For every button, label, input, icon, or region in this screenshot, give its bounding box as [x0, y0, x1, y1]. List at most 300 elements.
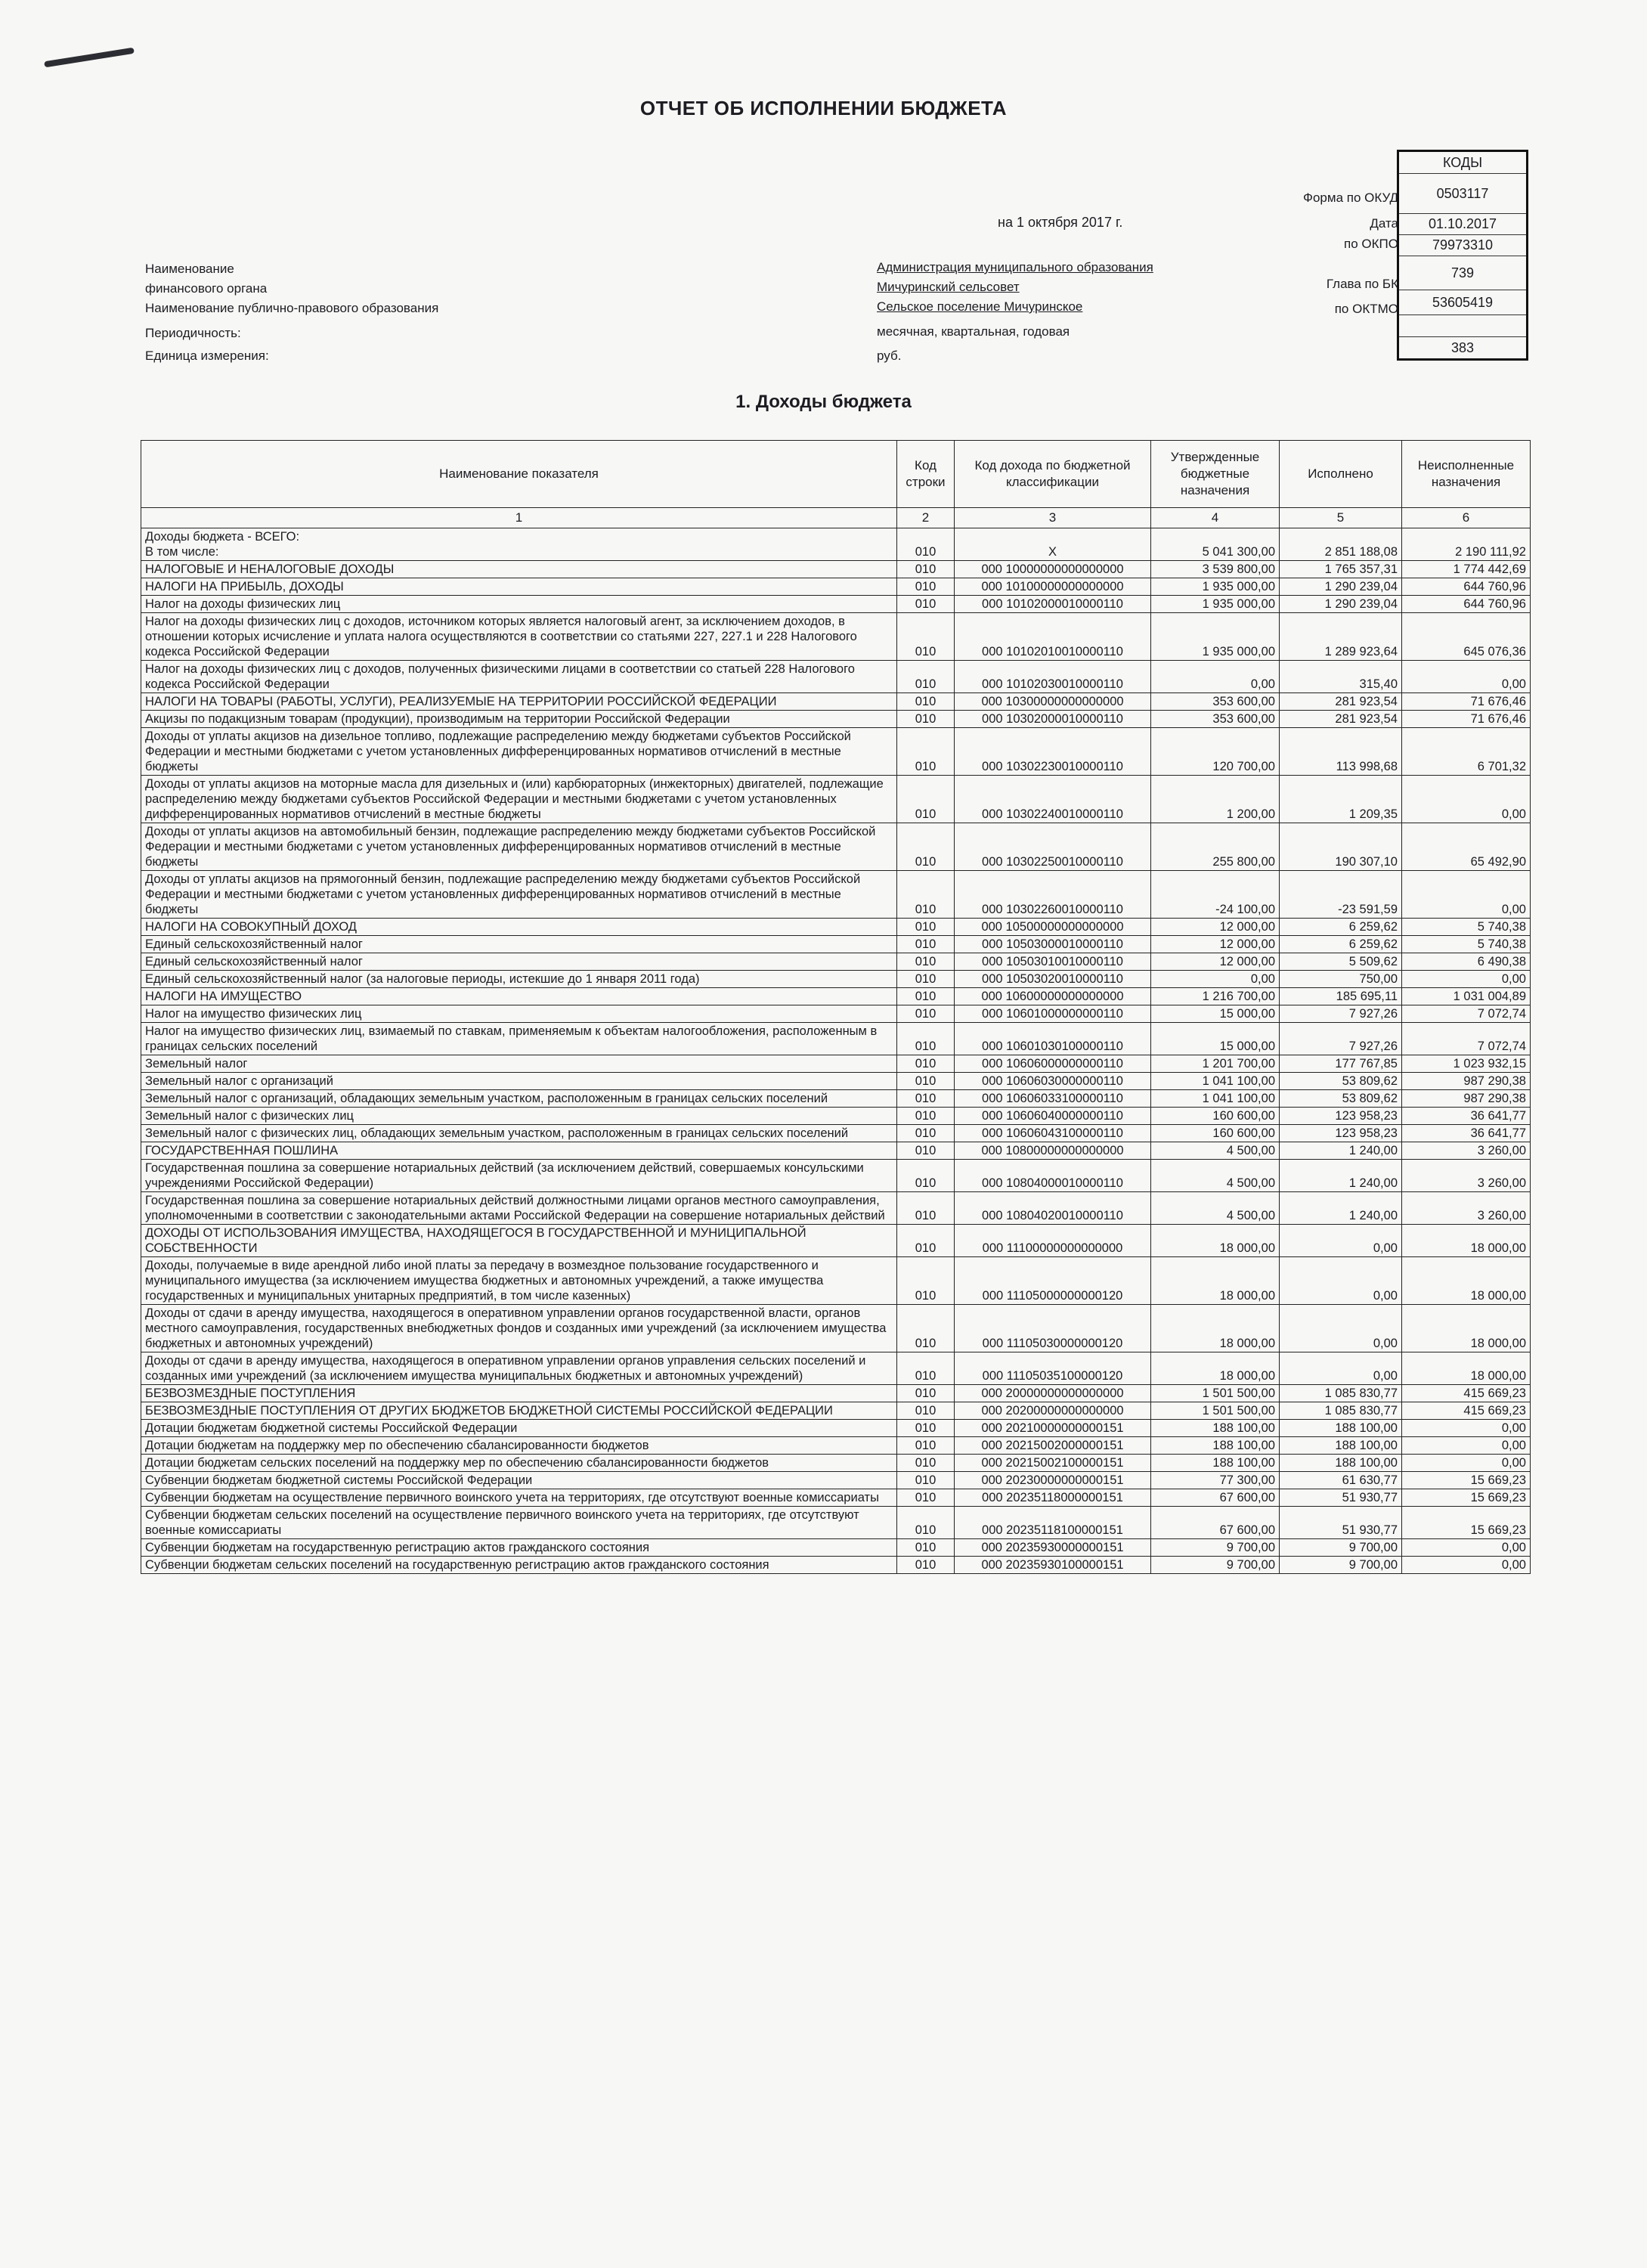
row-income-code: 000 10804000010000110 [955, 1160, 1151, 1192]
row-name [141, 661, 897, 693]
row-line-code: 010 [897, 953, 955, 971]
row-name [141, 1489, 897, 1507]
row-executed: 1 085 830,77 [1280, 1385, 1402, 1402]
table-row [141, 728, 1531, 776]
table-row [141, 1402, 1531, 1420]
row-executed: 9 700,00 [1280, 1539, 1402, 1557]
row-line-code: 010 [897, 1108, 955, 1125]
row-name-text: Доходы от уплаты акцизов на автомобильный бензин, подлежащие распределению между бюджетами субъектов Российской Федерации и местными бюджетами с учетом установленных дифференцированных нормативов отчислений в местные бюджеты [145, 825, 876, 869]
row-executed: 1 289 923,64 [1280, 613, 1402, 661]
header-name: Наименование показателя [141, 441, 897, 508]
header-income-code: Код дохода по бюджетной классификации [955, 441, 1151, 508]
row-line-code: 010 [897, 1402, 955, 1420]
table-row [141, 613, 1531, 661]
row-name-text: Налог на доходы физических лиц [145, 597, 341, 611]
table-row [141, 1539, 1531, 1557]
row-name-text: Налог на доходы физических лиц с доходов, полученных физическими лицами в соответствии со статьей 228 Налогового кодекса Российской Федерации [145, 662, 855, 691]
row-unexecuted: 7 072,74 [1402, 1023, 1531, 1055]
row-unexecuted: 415 669,23 [1402, 1402, 1531, 1420]
row-line-code: 010 [897, 1005, 955, 1023]
row-line-code: 010 [897, 1090, 955, 1108]
row-approved: 18 000,00 [1151, 1225, 1280, 1257]
row-approved: 77 300,00 [1151, 1472, 1280, 1489]
row-income-code: 000 10503020010000110 [955, 971, 1151, 988]
table-row [141, 1225, 1531, 1257]
row-line-code: 010 [897, 1352, 955, 1385]
row-approved: 67 600,00 [1151, 1507, 1280, 1539]
row-line-code: 010 [897, 1142, 955, 1160]
column-number: 3 [955, 508, 1151, 528]
row-unexecuted: 15 669,23 [1402, 1472, 1531, 1489]
row-line-code: 010 [897, 693, 955, 711]
row-unexecuted: 3 260,00 [1402, 1160, 1531, 1192]
periodicity-value: месячная, квартальная, годовая [877, 324, 1070, 339]
row-line-code: 010 [897, 1073, 955, 1090]
row-executed: 1 290 239,04 [1280, 596, 1402, 613]
row-approved: 4 500,00 [1151, 1192, 1280, 1225]
row-unexecuted: 6 490,38 [1402, 953, 1531, 971]
row-unexecuted: 0,00 [1402, 776, 1531, 823]
row-approved: 12 000,00 [1151, 936, 1280, 953]
row-name-text: НАЛОГОВЫЕ И НЕНАЛОГОВЫЕ ДОХОДЫ [145, 562, 395, 576]
row-executed: 185 695,11 [1280, 988, 1402, 1005]
header-unexecuted: Неисполненные назначения [1402, 441, 1531, 508]
row-line-code: 010 [897, 1455, 955, 1472]
table-row [141, 1507, 1531, 1539]
row-name-text: Земельный налог с физических лиц [145, 1109, 354, 1123]
row-unexecuted: 1 031 004,89 [1402, 988, 1531, 1005]
row-unexecuted: 15 669,23 [1402, 1489, 1531, 1507]
row-executed: 1 290 239,04 [1280, 578, 1402, 596]
row-approved: 5 041 300,00 [1151, 528, 1280, 561]
row-name [141, 971, 897, 988]
row-approved: 15 000,00 [1151, 1005, 1280, 1023]
row-unexecuted: 18 000,00 [1402, 1257, 1531, 1305]
row-name-text: Доходы от уплаты акцизов на дизельное топливо, подлежащие распределению между бюджетами субъектов Российской Федерации и местными бюджетами с учетом установленных дифференцированных нормативов отчислений в местные бюджеты [145, 730, 851, 773]
label-public-entity: Наименование публично-правового образования [145, 301, 439, 315]
row-executed: 1 765 357,31 [1280, 561, 1402, 578]
row-income-code: 000 10503000010000110 [955, 936, 1151, 953]
table-row [141, 1142, 1531, 1160]
row-approved: 188 100,00 [1151, 1420, 1280, 1437]
row-line-code: 010 [897, 988, 955, 1005]
row-name [141, 1005, 897, 1023]
report-title: ОТЧЕТ ОБ ИСПОЛНЕНИИ БЮДЖЕТА [639, 97, 1008, 119]
row-income-code: 000 10606040000000110 [955, 1108, 1151, 1125]
header-line-code: Код строки [897, 441, 955, 508]
row-approved: 67 600,00 [1151, 1489, 1280, 1507]
row-name [141, 1225, 897, 1257]
row-unexecuted: 65 492,90 [1402, 823, 1531, 871]
row-income-code: 000 10302000010000110 [955, 711, 1151, 728]
row-name-text: Субвенции бюджетам на осуществление первичного воинского учета на территориях, где отсутствуют военные комиссариаты [145, 1491, 879, 1504]
row-income-code: 000 10804020010000110 [955, 1192, 1151, 1225]
row-name [141, 1352, 897, 1385]
row-approved: 15 000,00 [1151, 1023, 1280, 1055]
row-line-code: 010 [897, 1023, 955, 1055]
header-approved: Утвержденные бюджетные назначения [1151, 441, 1280, 508]
row-unexecuted: 1 774 442,69 [1402, 561, 1531, 578]
row-approved: 18 000,00 [1151, 1257, 1280, 1305]
row-name [141, 1125, 897, 1142]
row-name [141, 1257, 897, 1305]
row-name [141, 871, 897, 919]
table-row [141, 1557, 1531, 1574]
table-row [141, 1055, 1531, 1073]
row-name-text: ГОСУДАРСТВЕННАЯ ПОШЛИНА [145, 1144, 339, 1157]
table-row [141, 711, 1531, 728]
row-name [141, 1437, 897, 1455]
row-income-code: 000 10503010010000110 [955, 953, 1151, 971]
row-executed: 6 259,62 [1280, 919, 1402, 936]
label-finance-body: финансового органа [145, 281, 268, 296]
row-income-code: 000 10500000000000000 [955, 919, 1151, 936]
table-row [141, 871, 1531, 919]
table-row [141, 1125, 1531, 1142]
row-approved: 12 000,00 [1151, 919, 1280, 936]
row-executed: 188 100,00 [1280, 1420, 1402, 1437]
bk-label: Глава по БК [1326, 277, 1398, 291]
row-income-code: 000 10601030100000110 [955, 1023, 1151, 1055]
table-row [141, 1160, 1531, 1192]
row-executed: 61 630,77 [1280, 1472, 1402, 1489]
row-approved: 18 000,00 [1151, 1305, 1280, 1352]
table-row [141, 1192, 1531, 1225]
row-name-text: ДОХОДЫ ОТ ИСПОЛЬЗОВАНИЯ ИМУЩЕСТВА, НАХОДЯЩЕГОСЯ В ГОСУДАРСТВЕННОЙ И МУНИЦИПАЛЬНОЙ СОБСТВЕННОСТИ [145, 1226, 806, 1255]
row-unexecuted: 0,00 [1402, 1557, 1531, 1574]
row-name-text: Земельный налог с физических лиц, обладающих земельным участком, расположенным в границах сельских поселений [145, 1126, 849, 1140]
row-income-code: 000 10800000000000000 [955, 1142, 1151, 1160]
row-executed: 1 209,35 [1280, 776, 1402, 823]
row-line-code: 010 [897, 1507, 955, 1539]
section-title: 1. Доходы бюджета [735, 392, 912, 412]
row-approved: -24 100,00 [1151, 871, 1280, 919]
income-table [141, 440, 1531, 1574]
okpo-label: по ОКПО [1344, 237, 1398, 251]
row-name-text: Доходы от уплаты акцизов на прямогонный бензин, подлежащие распределению между бюджетами субъектов Российской Федерации и местными бюджетами с учетом установленных дифференцированных нормативов отчислений в местные бюджеты [145, 872, 861, 916]
row-line-code: 010 [897, 823, 955, 871]
row-income-code: 000 20210000000000151 [955, 1420, 1151, 1437]
row-executed: 53 809,62 [1280, 1090, 1402, 1108]
row-line-code: 010 [897, 613, 955, 661]
row-name [141, 528, 897, 561]
row-name [141, 1160, 897, 1192]
table-row [141, 1073, 1531, 1090]
row-executed: 53 809,62 [1280, 1073, 1402, 1090]
row-line-code: 010 [897, 971, 955, 988]
row-executed: 1 240,00 [1280, 1192, 1402, 1225]
table-row [141, 1090, 1531, 1108]
row-unexecuted: 1 023 932,15 [1402, 1055, 1531, 1073]
row-income-code: 000 20215002100000151 [955, 1455, 1151, 1472]
table-row [141, 823, 1531, 871]
row-approved: 1 935 000,00 [1151, 596, 1280, 613]
row-executed: 750,00 [1280, 971, 1402, 988]
row-executed: 190 307,10 [1280, 823, 1402, 871]
unit-code: 383 [1399, 336, 1526, 358]
row-approved: 1 201 700,00 [1151, 1055, 1280, 1073]
row-executed: 0,00 [1280, 1225, 1402, 1257]
column-number: 4 [1151, 508, 1280, 528]
row-executed: 1 240,00 [1280, 1160, 1402, 1192]
row-unexecuted: 987 290,38 [1402, 1090, 1531, 1108]
row-line-code: 010 [897, 1557, 955, 1574]
table-row [141, 578, 1531, 596]
row-approved: 160 600,00 [1151, 1108, 1280, 1125]
row-line-code: 010 [897, 1489, 955, 1507]
column-number: 6 [1402, 508, 1531, 528]
row-name [141, 1108, 897, 1125]
row-unexecuted: 2 190 111,92 [1402, 528, 1531, 561]
row-name-text: Доходы от сдачи в аренду имущества, находящегося в оперативном управлении органов государственной власти, органов местного самоуправления, государственных внебюджетных фондов и созданных ими учреждений (за исключением имущества бюджетных и автономных учреждений) [145, 1306, 887, 1350]
row-name [141, 578, 897, 596]
bk-code: 739 [1399, 256, 1526, 290]
row-line-code: 010 [897, 1385, 955, 1402]
row-executed: 0,00 [1280, 1352, 1402, 1385]
row-approved: 160 600,00 [1151, 1125, 1280, 1142]
row-unexecuted: 5 740,38 [1402, 919, 1531, 936]
table-row [141, 1352, 1531, 1385]
row-income-code: 000 10102030010000110 [955, 661, 1151, 693]
row-executed: 281 923,54 [1280, 693, 1402, 711]
row-name-text: Единый сельскохозяйственный налог [145, 937, 363, 951]
row-income-code: 000 11100000000000000 [955, 1225, 1151, 1257]
row-approved: 353 600,00 [1151, 693, 1280, 711]
row-executed: 5 509,62 [1280, 953, 1402, 971]
table-header-row [141, 441, 1531, 508]
row-approved: 12 000,00 [1151, 953, 1280, 971]
row-name [141, 953, 897, 971]
row-approved: 1 935 000,00 [1151, 613, 1280, 661]
date-code: 01.10.2017 [1399, 213, 1526, 234]
okud-label: Форма по ОКУД [1303, 191, 1398, 205]
row-approved: 1 041 100,00 [1151, 1073, 1280, 1090]
row-unexecuted: 7 072,74 [1402, 1005, 1531, 1023]
row-line-code: 010 [897, 728, 955, 776]
row-income-code: 000 10302260010000110 [955, 871, 1151, 919]
row-unexecuted: 18 000,00 [1402, 1305, 1531, 1352]
row-name [141, 1557, 897, 1574]
oktmo-code: 53605419 [1399, 290, 1526, 314]
row-name-text: Субвенции бюджетам на государственную регистрацию актов гражданского состояния [145, 1541, 650, 1554]
row-income-code: 000 10606030000000110 [955, 1073, 1151, 1090]
row-executed: -23 591,59 [1280, 871, 1402, 919]
row-income-code: 000 10606000000000110 [955, 1055, 1151, 1073]
row-line-code: 010 [897, 776, 955, 823]
row-line-code: 010 [897, 1539, 955, 1557]
row-unexecuted: 0,00 [1402, 1437, 1531, 1455]
table-row [141, 971, 1531, 988]
row-executed: 51 930,77 [1280, 1507, 1402, 1539]
row-executed: 188 100,00 [1280, 1437, 1402, 1455]
row-name [141, 1455, 897, 1472]
row-approved: 4 500,00 [1151, 1142, 1280, 1160]
okpo-code: 79973310 [1399, 234, 1526, 256]
row-name [141, 776, 897, 823]
column-number: 5 [1280, 508, 1402, 528]
row-approved: 9 700,00 [1151, 1557, 1280, 1574]
row-unexecuted: 71 676,46 [1402, 693, 1531, 711]
table-row [141, 1108, 1531, 1125]
row-income-code: 000 11105035100000120 [955, 1352, 1151, 1385]
row-name-text: Налог на имущество физических лиц, взимаемый по ставкам, применяемым к объектам налогообложения, расположенным в границах сельских поселений [145, 1024, 878, 1053]
row-approved: 18 000,00 [1151, 1352, 1280, 1385]
row-income-code: 000 10600000000000000 [955, 988, 1151, 1005]
row-name [141, 936, 897, 953]
table-row [141, 693, 1531, 711]
row-income-code: 000 20235118000000151 [955, 1489, 1151, 1507]
row-line-code: 010 [897, 1055, 955, 1073]
table-row [141, 1455, 1531, 1472]
row-executed: 1 085 830,77 [1280, 1402, 1402, 1420]
row-unexecuted: 6 701,32 [1402, 728, 1531, 776]
row-name [141, 1305, 897, 1352]
row-executed: 177 767,85 [1280, 1055, 1402, 1073]
row-unexecuted: 18 000,00 [1402, 1352, 1531, 1385]
row-executed: 2 851 188,08 [1280, 528, 1402, 561]
row-unexecuted: 644 760,96 [1402, 596, 1531, 613]
row-executed: 51 930,77 [1280, 1489, 1402, 1507]
row-line-code: 010 [897, 1437, 955, 1455]
row-unexecuted: 0,00 [1402, 1455, 1531, 1472]
row-name [141, 693, 897, 711]
column-number-row [141, 508, 1531, 528]
row-approved: 0,00 [1151, 971, 1280, 988]
label-unit: Единица измерения: [145, 349, 269, 363]
row-income-code: 000 10302240010000110 [955, 776, 1151, 823]
row-name-text: Субвенции бюджетам сельских поселений на государственную регистрацию актов гражданского состояния [145, 1558, 769, 1572]
row-executed: 113 998,68 [1280, 728, 1402, 776]
row-unexecuted: 0,00 [1402, 1539, 1531, 1557]
table-row [141, 919, 1531, 936]
row-line-code: 010 [897, 919, 955, 936]
row-line-code: 010 [897, 661, 955, 693]
row-line-code: 010 [897, 578, 955, 596]
row-name [141, 711, 897, 728]
row-name-subtext: В том числе: [145, 545, 219, 559]
okud-code: 0503117 [1399, 173, 1526, 213]
row-name-text: Дотации бюджетам на поддержку мер по обеспечению сбалансированности бюджетов [145, 1439, 649, 1452]
row-unexecuted: 415 669,23 [1402, 1385, 1531, 1402]
label-periodicity: Периодичность: [145, 326, 241, 340]
row-approved: 188 100,00 [1151, 1455, 1280, 1472]
row-executed: 9 700,00 [1280, 1557, 1402, 1574]
table-row [141, 936, 1531, 953]
row-executed: 7 927,26 [1280, 1005, 1402, 1023]
row-unexecuted: 645 076,36 [1402, 613, 1531, 661]
row-income-code: 000 10302230010000110 [955, 728, 1151, 776]
row-name-text: НАЛОГИ НА ПРИБЫЛЬ, ДОХОДЫ [145, 580, 344, 593]
row-name [141, 988, 897, 1005]
row-income-code: 000 10601000000000110 [955, 1005, 1151, 1023]
row-name [141, 1090, 897, 1108]
table-row [141, 1305, 1531, 1352]
row-name-text: НАЛОГИ НА ИМУЩЕСТВО [145, 990, 302, 1003]
row-income-code: 000 10606043100000110 [955, 1125, 1151, 1142]
table-row [141, 1420, 1531, 1437]
row-name-text: НАЛОГИ НА СОВОКУПНЫЙ ДОХОД [145, 920, 357, 934]
row-income-code: 000 11105000000000120 [955, 1257, 1151, 1305]
row-unexecuted: 71 676,46 [1402, 711, 1531, 728]
row-approved: 188 100,00 [1151, 1437, 1280, 1455]
row-name [141, 613, 897, 661]
row-approved: 353 600,00 [1151, 711, 1280, 728]
row-name-text: Единый сельскохозяйственный налог (за налоговые периоды, истекшие до 1 января 2011 года) [145, 972, 700, 986]
row-unexecuted: 3 260,00 [1402, 1192, 1531, 1225]
row-income-code: 000 10102000010000110 [955, 596, 1151, 613]
row-line-code: 010 [897, 936, 955, 953]
row-name [141, 1055, 897, 1073]
row-income-code: 000 10100000000000000 [955, 578, 1151, 596]
table-row [141, 988, 1531, 1005]
row-name [141, 919, 897, 936]
row-line-code: 010 [897, 1192, 955, 1225]
row-unexecuted: 36 641,77 [1402, 1125, 1531, 1142]
row-unexecuted: 0,00 [1402, 1420, 1531, 1437]
row-income-code: 000 10000000000000000 [955, 561, 1151, 578]
row-line-code: 010 [897, 1472, 955, 1489]
blank-code [1399, 314, 1526, 336]
row-name-text: Единый сельскохозяйственный налог [145, 955, 363, 968]
row-income-code: 000 20000000000000000 [955, 1385, 1151, 1402]
row-unexecuted: 0,00 [1402, 871, 1531, 919]
row-name-text: Налог на доходы физических лиц с доходов, источником которых является налоговый агент, за исключением доходов, в отношении которых исчисление и уплата налога осуществляются в соответствии со статьями 227, 227.1 и 228 Налогового кодекса Российской Федерации [145, 615, 857, 658]
column-number: 2 [897, 508, 955, 528]
label-name: Наименование [145, 262, 234, 276]
table-row [141, 596, 1531, 613]
table-body [141, 528, 1531, 1574]
row-executed: 0,00 [1280, 1305, 1402, 1352]
row-approved: 1 935 000,00 [1151, 578, 1280, 596]
row-name-text: Акцизы по подакцизным товарам (продукции), производимым на территории Российской Федерации [145, 712, 730, 726]
date-label: Дата [1370, 216, 1398, 231]
row-name [141, 1507, 897, 1539]
row-line-code: 010 [897, 561, 955, 578]
table-row [141, 1005, 1531, 1023]
row-income-code: 000 20230000000000151 [955, 1472, 1151, 1489]
public-entity-value: Сельское поселение Мичуринское [877, 299, 1083, 314]
row-name [141, 728, 897, 776]
row-executed: 1 240,00 [1280, 1142, 1402, 1160]
row-unexecuted: 644 760,96 [1402, 578, 1531, 596]
row-line-code: 010 [897, 1257, 955, 1305]
row-line-code: 010 [897, 871, 955, 919]
row-income-code: 000 11105030000000120 [955, 1305, 1151, 1352]
row-name [141, 1402, 897, 1420]
row-unexecuted: 0,00 [1402, 971, 1531, 988]
row-unexecuted: 0,00 [1402, 661, 1531, 693]
row-name-text: БЕЗВОЗМЕЗДНЫЕ ПОСТУПЛЕНИЯ [145, 1387, 356, 1400]
row-name [141, 596, 897, 613]
row-income-code: 000 20235930000000151 [955, 1539, 1151, 1557]
table-row [141, 1023, 1531, 1055]
oktmo-label: по ОКТМО [1334, 302, 1398, 316]
row-income-code: 000 10302250010000110 [955, 823, 1151, 871]
table-row [141, 776, 1531, 823]
row-income-code: Х [955, 528, 1151, 561]
row-name-text: НАЛОГИ НА ТОВАРЫ (РАБОТЫ, УСЛУГИ), РЕАЛИЗУЕМЫЕ НА ТЕРРИТОРИИ РОССИЙСКОЙ ФЕДЕРАЦИИ [145, 695, 777, 708]
row-line-code: 010 [897, 528, 955, 561]
row-name-text: Дотации бюджетам бюджетной системы Российской Федерации [145, 1421, 518, 1435]
row-line-code: 010 [897, 711, 955, 728]
row-line-code: 010 [897, 1125, 955, 1142]
row-name-text: Субвенции бюджетам сельских поселений на осуществление первичного воинского учета на территориях, где отсутствуют военные комиссариаты [145, 1508, 859, 1537]
row-name-text: Доходы от сдачи в аренду имущества, находящегося в оперативном управлении органов управления сельских поселений и созданных ими учреждений (за исключением имущества муниципальных бюджетных и автономных учреждений) [145, 1354, 866, 1383]
row-name [141, 1472, 897, 1489]
table-row [141, 1472, 1531, 1489]
header-executed: Исполнено [1280, 441, 1402, 508]
row-name [141, 561, 897, 578]
